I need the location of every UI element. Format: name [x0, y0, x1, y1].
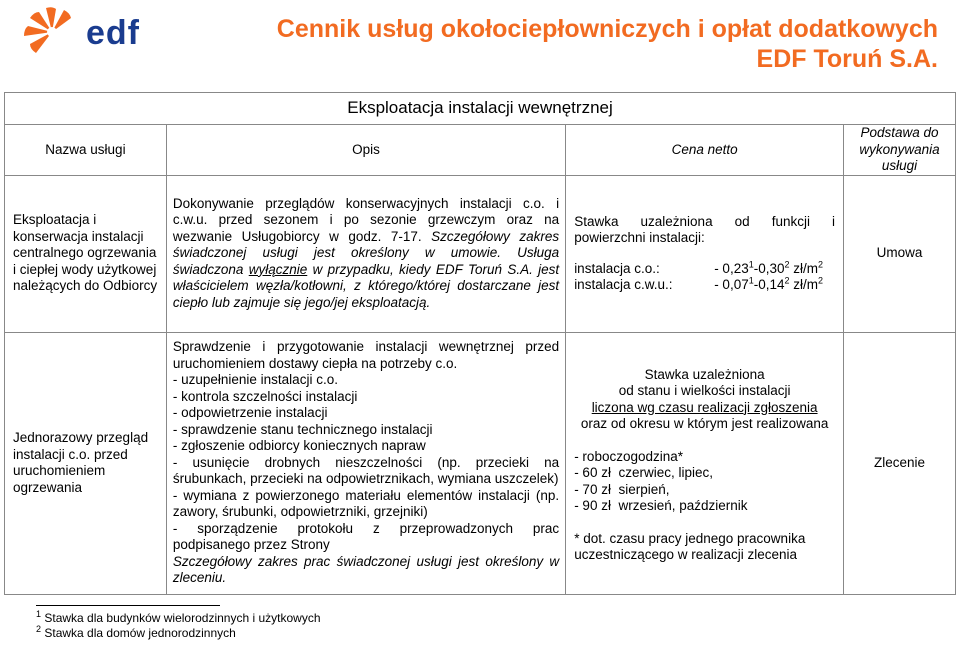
unit-exponent: 2	[818, 275, 824, 286]
rate-cwu-max: -0,14	[753, 277, 785, 292]
rate-note: * dot. czasu pracy jednego pracownika uczestniczącego w realizacji zlecenia	[574, 530, 806, 562]
condition-text-post: w przypadku, kiedy EDF Toruń S.A. jest właścicielem węzła/kotłowni, z którego/której dostarczane jest ciepło lub zajmuje się jego/jej eksploatacją.	[172, 261, 560, 310]
service-basis: Zlecenie	[844, 332, 956, 594]
edf-logo-text: edf	[86, 14, 140, 52]
unit-exponent: 2	[818, 259, 824, 269]
edf-sun-icon	[22, 6, 82, 58]
title-line-2: EDF Toruń S.A.	[756, 45, 938, 73]
description-line: - sporządzenie protokołu z przeprowadzonych prac podpisanego przez Strony	[172, 520, 560, 553]
footnote-1	[36, 611, 321, 626]
description-line: - wymiana z powierzonego materiału elementów instalacji (np. zawory, śrubunki, odpowietrzniki, grzejniki)	[172, 487, 560, 520]
condition-text-underlined: wyłącznie	[248, 261, 308, 277]
column-header-row	[5, 125, 956, 176]
col-header-description: Opis	[166, 125, 565, 176]
col-header-basis: Podstawa do wykonywania usługi	[844, 125, 956, 176]
price-intro: Stawka uzależniona od funkcji i powierzchni instalacji:	[574, 213, 836, 245]
footnote-ref: 1	[748, 259, 754, 269]
footnote-text: Stawka dla budynków wielorodzinnych i użytkowych	[44, 611, 321, 625]
description-line: - odpowietrzenie instalacji	[172, 405, 328, 421]
condition-text-pre: Usługa świadczona	[172, 245, 560, 277]
description-line: - usunięcie drobnych nieszczelności (np. przecieki na śrubunkach, przecieki na odpowietrznikach, wymiana uszczelek)	[172, 454, 560, 487]
description-scope-note: Szczegółowy zakres świadczonej usługi jest określony w umowie.	[172, 228, 560, 261]
service-description	[166, 175, 565, 332]
rate-unit: zł/m	[789, 260, 819, 276]
service-name: Jednorazowy przegląd instalacji c.o. przed uruchomieniem ogrzewania	[5, 332, 167, 594]
service-name: Eksploatacja i konserwacja instalacji centralnego ogrzewania i ciepłej wody użytkowej należących do Odbiorcy	[5, 175, 167, 332]
rate-line: - 60 zł czerwiec, lipiec,	[574, 465, 713, 480]
table-row	[5, 332, 956, 594]
footnote-ref: 1	[748, 275, 754, 286]
rate-value-cwu	[714, 277, 835, 294]
price-table	[4, 92, 956, 595]
footnote-ref: 2	[784, 275, 790, 286]
price-condition-line: liczona wg czasu realizacji zgłoszenia	[591, 399, 818, 415]
footnote-divider	[36, 605, 220, 606]
page-title	[277, 14, 938, 74]
footnote-number: 2	[36, 624, 42, 634]
price-condition-line: Stawka uzależniona	[644, 366, 765, 382]
description-line: Sprawdzenie i przygotowanie instalacji wewnętrznej przed uruchomieniem dostawy ciepła na potrzeby c.o.	[172, 339, 560, 371]
title-line-1: Cennik usług okołociepłowniczych i opłat dodatkowych	[276, 15, 938, 43]
service-price	[566, 175, 844, 332]
price-condition-line: oraz od okresu w którym jest realizowana	[580, 416, 829, 431]
rate-line: - 70 zł sierpień,	[574, 481, 670, 497]
rate-unit: zł/m	[789, 277, 819, 292]
description-text: Dokonywanie przeglądów konserwacyjnych instalacji c.o. i c.w.u. przed sezonem i po sezonie grzewczym oraz na wezwanie Usługobiorcy w godz. 7-17.	[172, 195, 560, 244]
rate-label: - roboczogodzina*	[574, 448, 684, 464]
rate-cwu-min: - 0,07	[714, 277, 749, 292]
rate-label-cwu: instalacja c.w.u.:	[574, 277, 673, 292]
description-line: - kontrola szczelności instalacji	[172, 388, 358, 404]
price-rates	[574, 261, 835, 294]
edf-logo	[22, 6, 162, 58]
price-condition-line: od stanu i wielkości instalacji	[618, 383, 791, 398]
description-line: - sprawdzenie stanu technicznego instalacji	[172, 421, 433, 437]
footnotes	[36, 605, 321, 641]
rate-co-max: -0,30	[753, 260, 785, 276]
description-line: - uzupełnienie instalacji c.o.	[172, 372, 338, 388]
description-scope-note: Szczegółowy zakres prac świadczonej usługi jest określony w zleceniu.	[172, 553, 560, 586]
footnote-text: Stawka dla domów jednorodzinnych	[44, 626, 236, 640]
service-description	[166, 332, 565, 594]
description-line: - zgłoszenie odbiorcy koniecznych napraw	[172, 438, 426, 454]
col-header-name: Nazwa usługi	[5, 125, 167, 176]
footnote-ref: 2	[784, 259, 790, 269]
price-condition	[574, 367, 835, 433]
rate-value-co	[714, 261, 835, 278]
table-row	[5, 175, 956, 332]
service-basis: Umowa	[844, 175, 956, 332]
rate-label-co: instalacja c.o.:	[574, 260, 660, 276]
rate-co-min: - 0,23	[714, 260, 749, 276]
col-header-price: Cena netto	[566, 125, 844, 176]
footnote-2	[36, 626, 321, 641]
service-price	[566, 332, 844, 594]
hourly-rates	[574, 449, 835, 515]
section-heading: Eksploatacja instalacji wewnętrznej	[5, 93, 956, 125]
section-header-row	[5, 93, 956, 125]
rate-line: - 90 zł wrzesień, październik	[574, 498, 748, 513]
footnote-number: 1	[36, 609, 42, 619]
